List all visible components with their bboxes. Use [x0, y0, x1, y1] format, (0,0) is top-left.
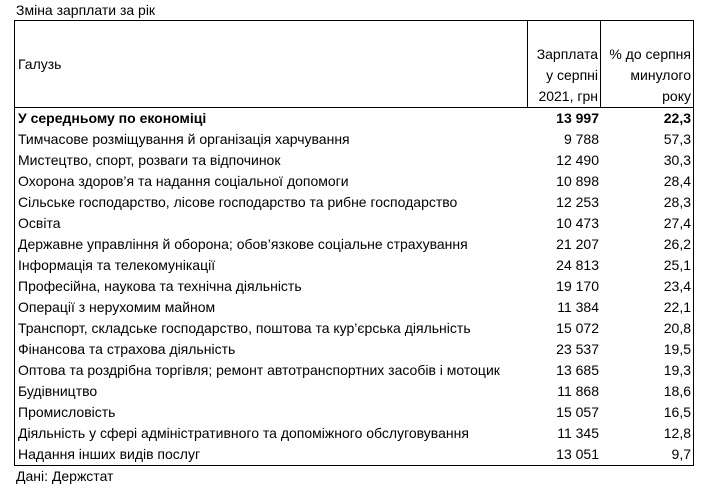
- cell-salary: 12 490: [556, 152, 599, 168]
- header-percent-line: року: [662, 88, 691, 104]
- table-row: [15, 339, 693, 360]
- cell-industry: Промисловість: [18, 404, 116, 420]
- cell-industry: Тимчасове розміщування й організація харчування: [18, 131, 350, 147]
- table-row: [15, 234, 693, 255]
- cell-percent: 20,8: [663, 320, 691, 336]
- cell-industry: Інформація та телекомунікації: [18, 257, 216, 273]
- cell-percent: 9,7: [671, 446, 691, 462]
- cell-percent: 22,1: [663, 299, 691, 315]
- cell-salary: 12 253: [556, 194, 599, 210]
- table-row: [15, 171, 693, 192]
- salary-table: [14, 20, 694, 466]
- cell-salary: 10 473: [556, 215, 599, 231]
- cell-salary: 19 170: [556, 278, 599, 294]
- table-row-average: [15, 108, 693, 129]
- header-salary-line: 2021, грн: [538, 88, 598, 104]
- cell-salary: 11 868: [557, 383, 599, 399]
- table-row: [15, 297, 693, 318]
- table-row: [15, 381, 693, 402]
- cell-industry: Діяльність у сфері адміністративного та допоміжного обслуговування: [18, 425, 469, 441]
- cell-percent: 27,4: [663, 215, 691, 231]
- cell-percent: 57,3: [663, 131, 691, 147]
- cell-salary: 21 207: [556, 236, 599, 252]
- table-row: [15, 129, 693, 150]
- cell-percent: 12,8: [663, 425, 691, 441]
- cell-percent: 26,2: [663, 236, 691, 252]
- cell-salary: 13 685: [556, 362, 599, 378]
- data-source-note: Дані: Держстат: [16, 468, 114, 484]
- cell-industry: Надання інших видів послуг: [18, 446, 201, 462]
- cell-percent: 23,4: [663, 278, 691, 294]
- table-header: [15, 21, 693, 108]
- cell-industry: Освіта: [18, 215, 61, 231]
- cell-percent: 25,1: [663, 257, 691, 273]
- table-row: [15, 276, 693, 297]
- cell-salary: 11 384: [557, 299, 599, 315]
- table-row: [15, 360, 693, 381]
- table-row: [15, 444, 693, 465]
- cell-percent: 19,3: [663, 362, 691, 378]
- table-title: Зміна зарплати за рік: [16, 2, 156, 18]
- cell-industry: Фінансова та страхова діяльність: [18, 341, 236, 357]
- cell-industry: Транспорт, складське господарство, поштова та кур’єрська діяльність: [18, 320, 471, 336]
- table-row: [15, 213, 693, 234]
- cell-percent: 30,3: [663, 152, 691, 168]
- table-row: [15, 318, 693, 339]
- cell-percent: 16,5: [663, 404, 691, 420]
- cell-percent: 28,3: [663, 194, 691, 210]
- table-row: [15, 423, 693, 444]
- cell-percent: 28,4: [663, 173, 691, 189]
- cell-percent: 18,6: [663, 383, 691, 399]
- table-row: [15, 150, 693, 171]
- cell-salary: 24 813: [556, 257, 599, 273]
- cell-salary: 13 997: [556, 110, 599, 126]
- table-row: [15, 255, 693, 276]
- cell-industry: Охорона здоров’я та надання соціальної допомоги: [18, 173, 349, 189]
- cell-salary: 9 788: [563, 131, 599, 147]
- cell-salary: 15 072: [556, 320, 599, 336]
- cell-salary: 11 345: [557, 425, 599, 441]
- cell-industry: Мистецтво, спорт, розваги та відпочинок: [18, 152, 281, 168]
- cell-salary: 15 057: [556, 404, 599, 420]
- cell-industry: У середньому по економіці: [18, 110, 207, 126]
- cell-industry: Професійна, наукова та технічна діяльність: [18, 278, 302, 294]
- cell-industry: Оптова та роздрібна торгівля; ремонт автотранспортних засобів і мотоцик: [18, 362, 500, 378]
- table-row: [15, 402, 693, 423]
- cell-percent: 22,3: [663, 110, 691, 126]
- cell-industry: Операції з нерухомим майном: [18, 299, 216, 315]
- cell-industry: Будівництво: [18, 383, 98, 399]
- cell-percent: 19,5: [663, 341, 691, 357]
- header-percent-line: % до серпня: [609, 46, 691, 62]
- header-industry: Галузь: [15, 21, 528, 107]
- cell-industry: Державне управління й оборона; обов’язкове соціальне страхування: [18, 236, 468, 252]
- header-salary-line: у серпні: [546, 67, 598, 83]
- header-salary: [528, 21, 601, 107]
- header-percent: [601, 21, 693, 107]
- table-row: [15, 192, 693, 213]
- cell-salary: 13 051: [556, 446, 599, 462]
- header-percent-line: минулого: [630, 67, 691, 83]
- header-salary-line: Зарплата: [536, 46, 598, 62]
- cell-industry: Сільське господарство, лісове господарство та рибне господарство: [18, 194, 458, 210]
- cell-salary: 10 898: [556, 173, 599, 189]
- cell-salary: 23 537: [556, 341, 599, 357]
